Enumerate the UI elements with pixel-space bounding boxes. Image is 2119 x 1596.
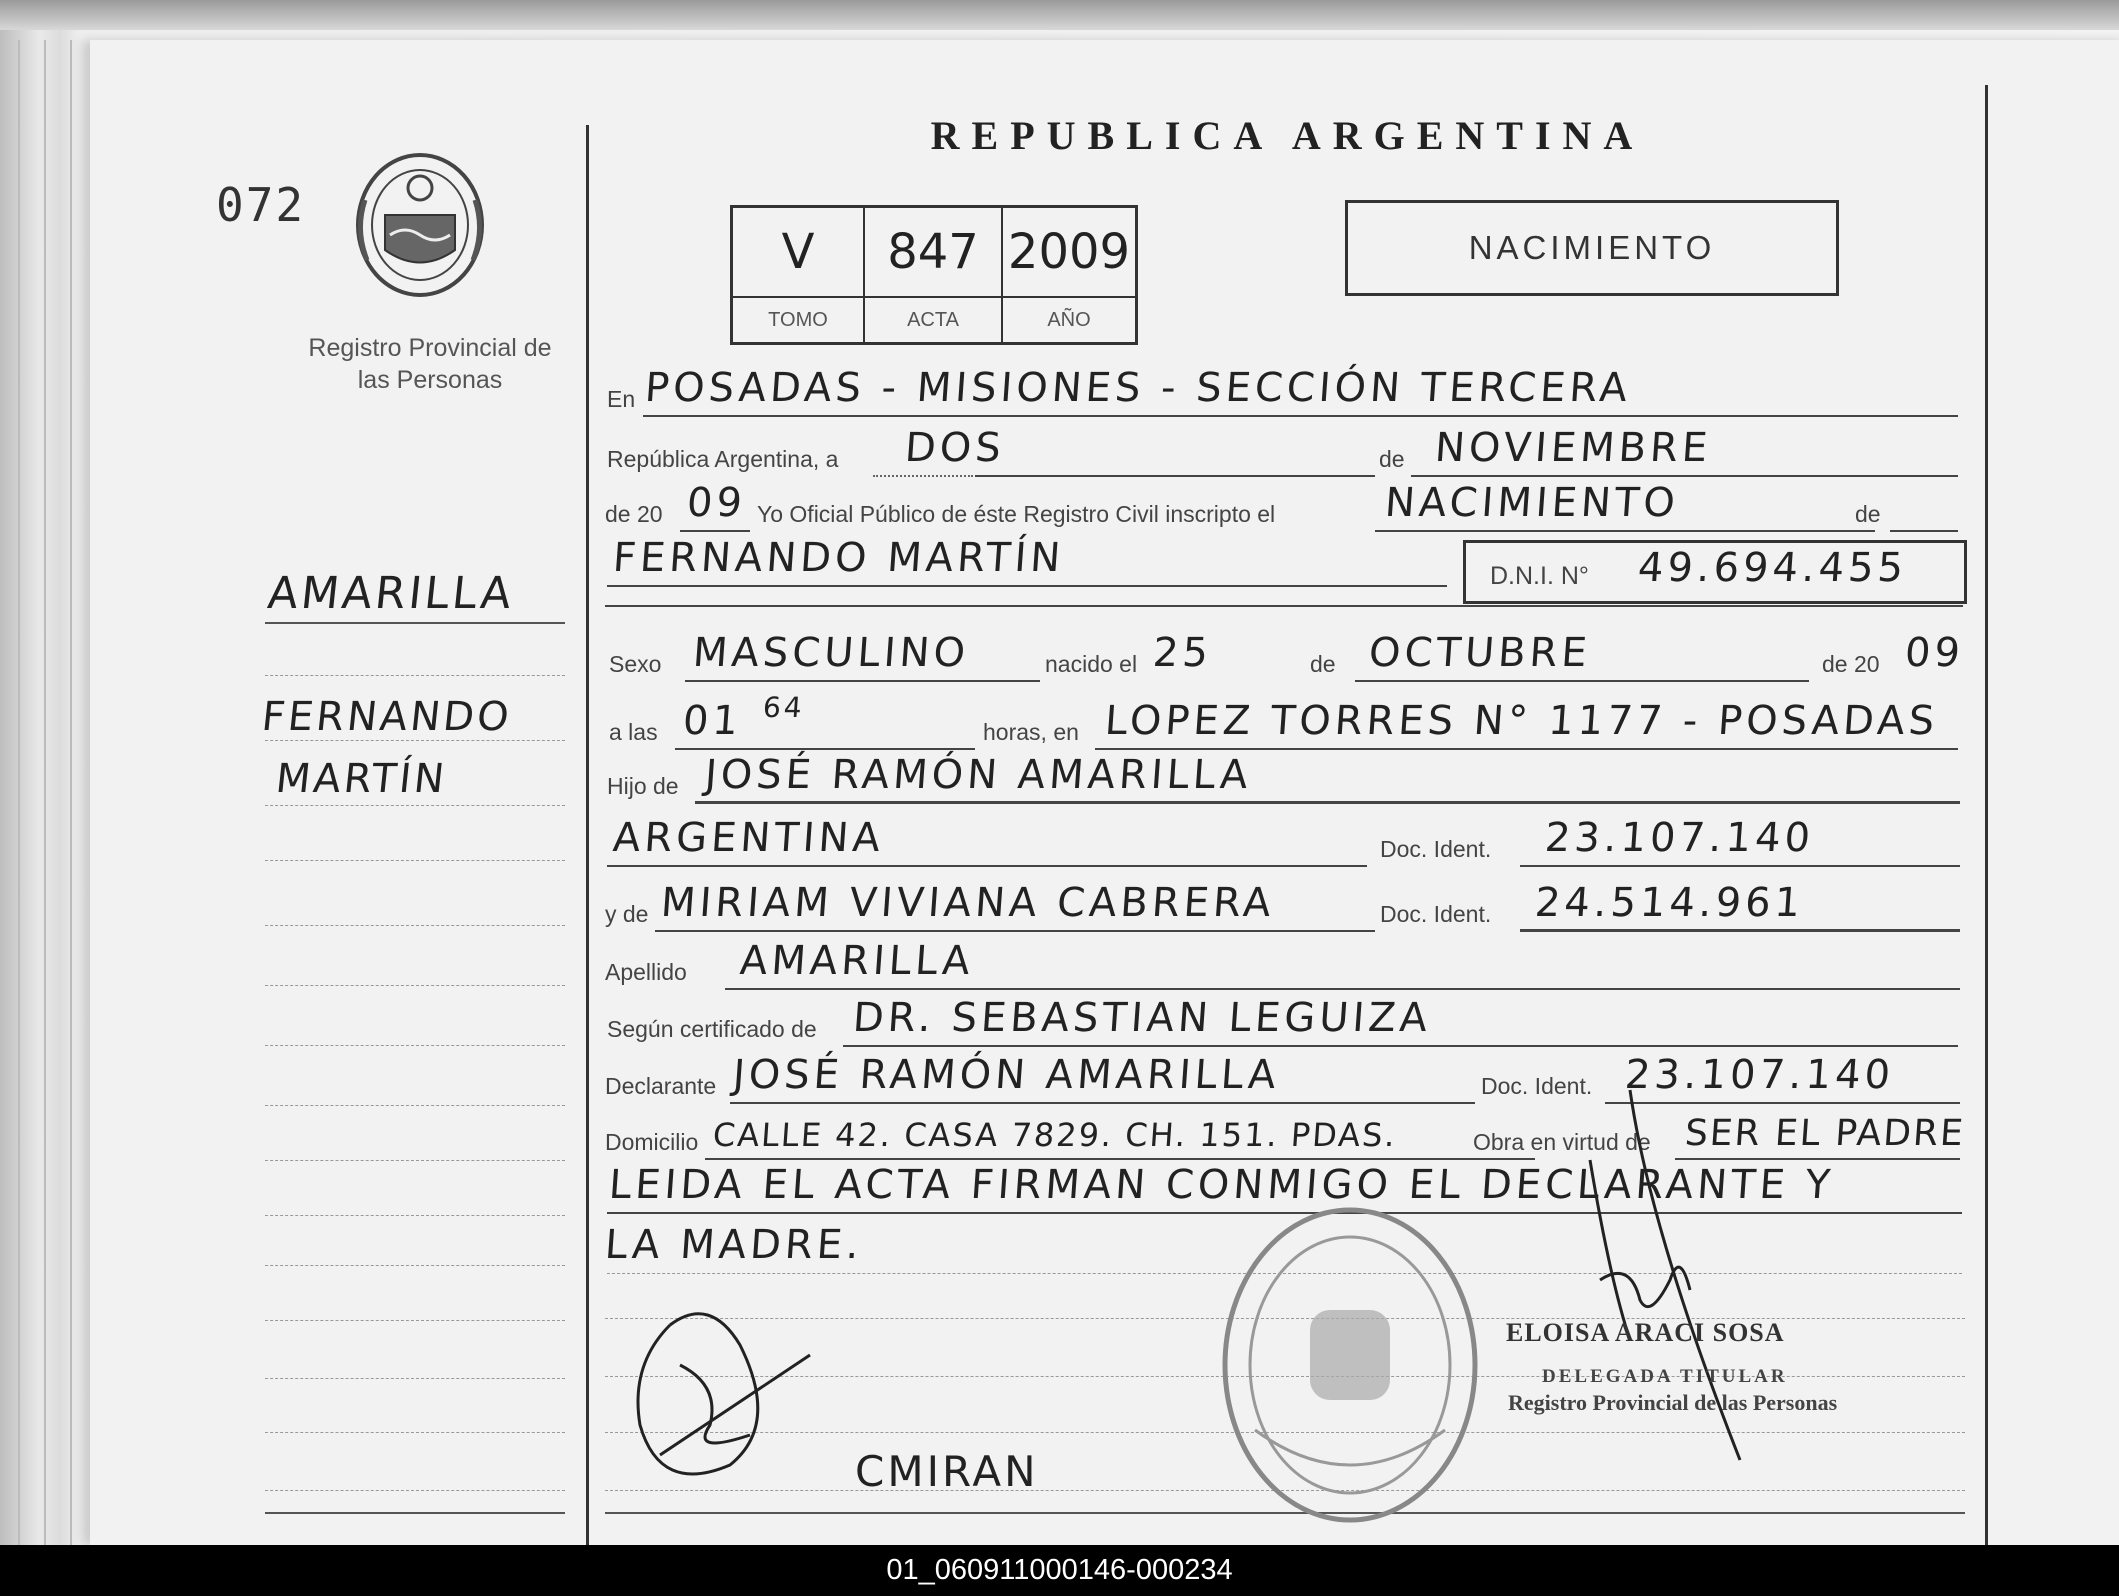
- value-obra: SER EL PADRE: [1683, 1113, 1967, 1154]
- margin-surname: AMARILLA: [265, 568, 517, 619]
- value-father-doc: 23.107.140: [1543, 815, 1816, 861]
- label-yo-oficial: Yo Oficial Público de éste Registro Civil inscripto el: [757, 501, 1276, 527]
- field-line: [695, 801, 1960, 804]
- stack-edge: [44, 40, 46, 1545]
- margin-line: [265, 1432, 565, 1433]
- margin-line: [265, 1512, 565, 1514]
- field-line: [1411, 475, 1958, 477]
- official-title: DELEGADA TITULAR: [1542, 1366, 1788, 1387]
- value-birth-year: 09: [1903, 630, 1966, 676]
- margin-line: [265, 740, 565, 741]
- record-type-box: NACIMIENTO: [1345, 200, 1839, 296]
- field-line: [1520, 865, 1960, 867]
- label-de-3: de: [1310, 651, 1336, 677]
- provincial-seal-icon: [345, 140, 495, 305]
- official-office: Registro Provincial de las Personas: [1508, 1390, 1838, 1415]
- label-de-20: de 20: [605, 501, 663, 527]
- tomo-value: V: [733, 208, 865, 298]
- field-line: [975, 475, 1375, 477]
- value-day: DOS: [903, 425, 1007, 471]
- margin-line: [265, 1265, 565, 1266]
- value-birth-place: LOPEZ TORRES N° 1177 - POSADAS: [1103, 698, 1940, 744]
- label-de-20-b: de 20: [1822, 651, 1880, 677]
- stack-edge: [18, 40, 20, 1545]
- field-line: [1095, 748, 1958, 750]
- field-line: [705, 1158, 1535, 1160]
- label-de: de: [1379, 446, 1405, 472]
- value-dni: 49.694.455: [1636, 545, 1909, 591]
- field-line: [655, 930, 1375, 932]
- label-apellido: Apellido: [605, 959, 687, 985]
- dni-box: [1463, 540, 1967, 604]
- field-line: [675, 748, 975, 750]
- value-declarant-doc: 23.107.140: [1623, 1052, 1896, 1098]
- label-hijo-de: Hijo de: [607, 773, 679, 799]
- witness-signature: CMIRAN: [855, 1447, 1039, 1496]
- field-line: [643, 415, 1958, 417]
- anio-label: AÑO: [1047, 308, 1091, 331]
- value-nationality: ARGENTINA: [611, 815, 886, 861]
- label-nacido: nacido el: [1045, 651, 1138, 677]
- label-segun: Según certificado de: [607, 1016, 817, 1042]
- mother-row: [605, 880, 1960, 932]
- field-line: [725, 988, 1960, 990]
- label-dni: D.N.I. N°: [1490, 562, 1589, 590]
- field-line: [685, 680, 1040, 682]
- field-line: [1520, 929, 1960, 932]
- date-row: [605, 425, 1960, 477]
- field-line: [1375, 530, 1875, 532]
- value-birth-day: 25: [1151, 630, 1214, 676]
- stack-edge: [70, 40, 72, 1545]
- margin-given-name-1: FERNANDO: [259, 694, 514, 740]
- margin-line: [265, 805, 565, 806]
- label-de-2: de: [1855, 501, 1881, 527]
- surname-row: [605, 938, 1960, 990]
- margin-line: [265, 1490, 565, 1491]
- value-mother-doc: 24.514.961: [1533, 880, 1806, 926]
- value-doctor: DR. SEBASTIAN LEGUIZA: [851, 995, 1433, 1041]
- value-month: NOVIEMBRE: [1433, 425, 1713, 471]
- value-father: JOSÉ RAMÓN AMARILLA: [703, 752, 1254, 798]
- label-en: En: [607, 386, 636, 412]
- field-line: [1890, 530, 1958, 532]
- anio-value: 2009: [1003, 208, 1135, 298]
- field-line: [605, 605, 1963, 607]
- value-year: 09: [685, 480, 748, 526]
- margin-line: [265, 860, 565, 861]
- value-declarant: JOSÉ RAMÓN AMARILLA: [731, 1052, 1282, 1098]
- declarant-signature-icon: [1570, 1080, 1770, 1480]
- margin-line: [265, 675, 565, 676]
- label-doc-ident-2: Doc. Ident.: [1380, 901, 1492, 927]
- value-birth-month: OCTUBRE: [1367, 630, 1593, 676]
- margin-line: [265, 925, 565, 926]
- margin-line: [265, 1215, 565, 1216]
- page-border: [1985, 85, 1988, 1545]
- margin-line: [265, 1045, 565, 1046]
- value-sex: MASCULINO: [691, 630, 971, 676]
- acta-label: ACTA: [865, 298, 1003, 342]
- tomo-label: TOMO: [733, 298, 865, 342]
- page-top-edge: [0, 0, 2119, 30]
- field-line: [680, 530, 750, 532]
- label-declarante: Declarante: [605, 1073, 717, 1099]
- value-hour: 01: [681, 698, 744, 744]
- nationality-row: [605, 815, 1960, 867]
- record-number-table: [730, 205, 1138, 345]
- value-address: CALLE 42. CASA 7829. CH. 151. PDAS.: [711, 1116, 1399, 1154]
- mother-signature-icon: [620, 1285, 820, 1505]
- value-note-1: LEIDA EL ACTA FIRMAN CONMIGO EL DECLARANTE Y: [607, 1162, 1836, 1208]
- margin-line: [265, 1378, 565, 1379]
- margin-line: [265, 985, 565, 986]
- label-doc-ident-1: Doc. Ident.: [1380, 836, 1492, 862]
- father-row: [605, 752, 1960, 804]
- value-minutes: 64: [761, 691, 806, 724]
- field-line: [730, 1102, 1475, 1104]
- certificate-row: [605, 995, 1960, 1047]
- margin-line: [265, 1320, 565, 1321]
- acta-value: 847: [865, 208, 1003, 298]
- label-sexo: Sexo: [609, 651, 662, 677]
- value-note-2: LA MADRE.: [603, 1222, 865, 1268]
- value-name: FERNANDO MARTÍN: [611, 535, 1066, 581]
- official-name: ELOISA ARACI SOSA: [1506, 1318, 1785, 1347]
- label-y-de: y de: [605, 901, 649, 927]
- page-title: REPUBLICA ARGENTINA: [930, 113, 1645, 158]
- value-mother: MIRIAM VIVIANA CABRERA: [659, 880, 1277, 926]
- field-line: [607, 865, 1367, 867]
- column-divider: [586, 125, 589, 1545]
- folio-number: 072: [216, 178, 306, 232]
- file-id-footer: 01_060911000146-000234: [0, 1545, 2119, 1596]
- time-row: [605, 691, 1960, 750]
- field-line: [843, 1045, 1958, 1047]
- margin-given-name-2: MARTÍN: [273, 756, 450, 802]
- label-republica: República Argentina, a: [607, 446, 839, 472]
- label-doc-ident-3: Doc. Ident.: [1481, 1073, 1593, 1099]
- label-domicilio: Domicilio: [605, 1129, 699, 1155]
- registry-label: Registro Provincial de las Personas: [308, 334, 552, 394]
- place-row: [605, 365, 1960, 417]
- value-place: POSADAS - MISIONES - SECCIÓN TERCERA: [643, 365, 1633, 411]
- margin-line: [265, 622, 565, 624]
- label-horas-en: horas, en: [983, 719, 1079, 745]
- registration-row: [605, 480, 1960, 532]
- field-line: [607, 585, 1447, 587]
- value-surname: AMARILLA: [738, 938, 976, 984]
- registry-stamp-icon: [1215, 1200, 1485, 1530]
- field-line: [1355, 680, 1809, 682]
- margin-line: [265, 1160, 565, 1161]
- sex-row: [605, 630, 1966, 682]
- value-act: NACIMIENTO: [1383, 480, 1681, 526]
- label-obra: Obra en virtud de: [1473, 1129, 1651, 1155]
- label-a-las: a las: [609, 719, 658, 745]
- margin-line: [265, 1105, 565, 1106]
- field-line: [873, 475, 973, 477]
